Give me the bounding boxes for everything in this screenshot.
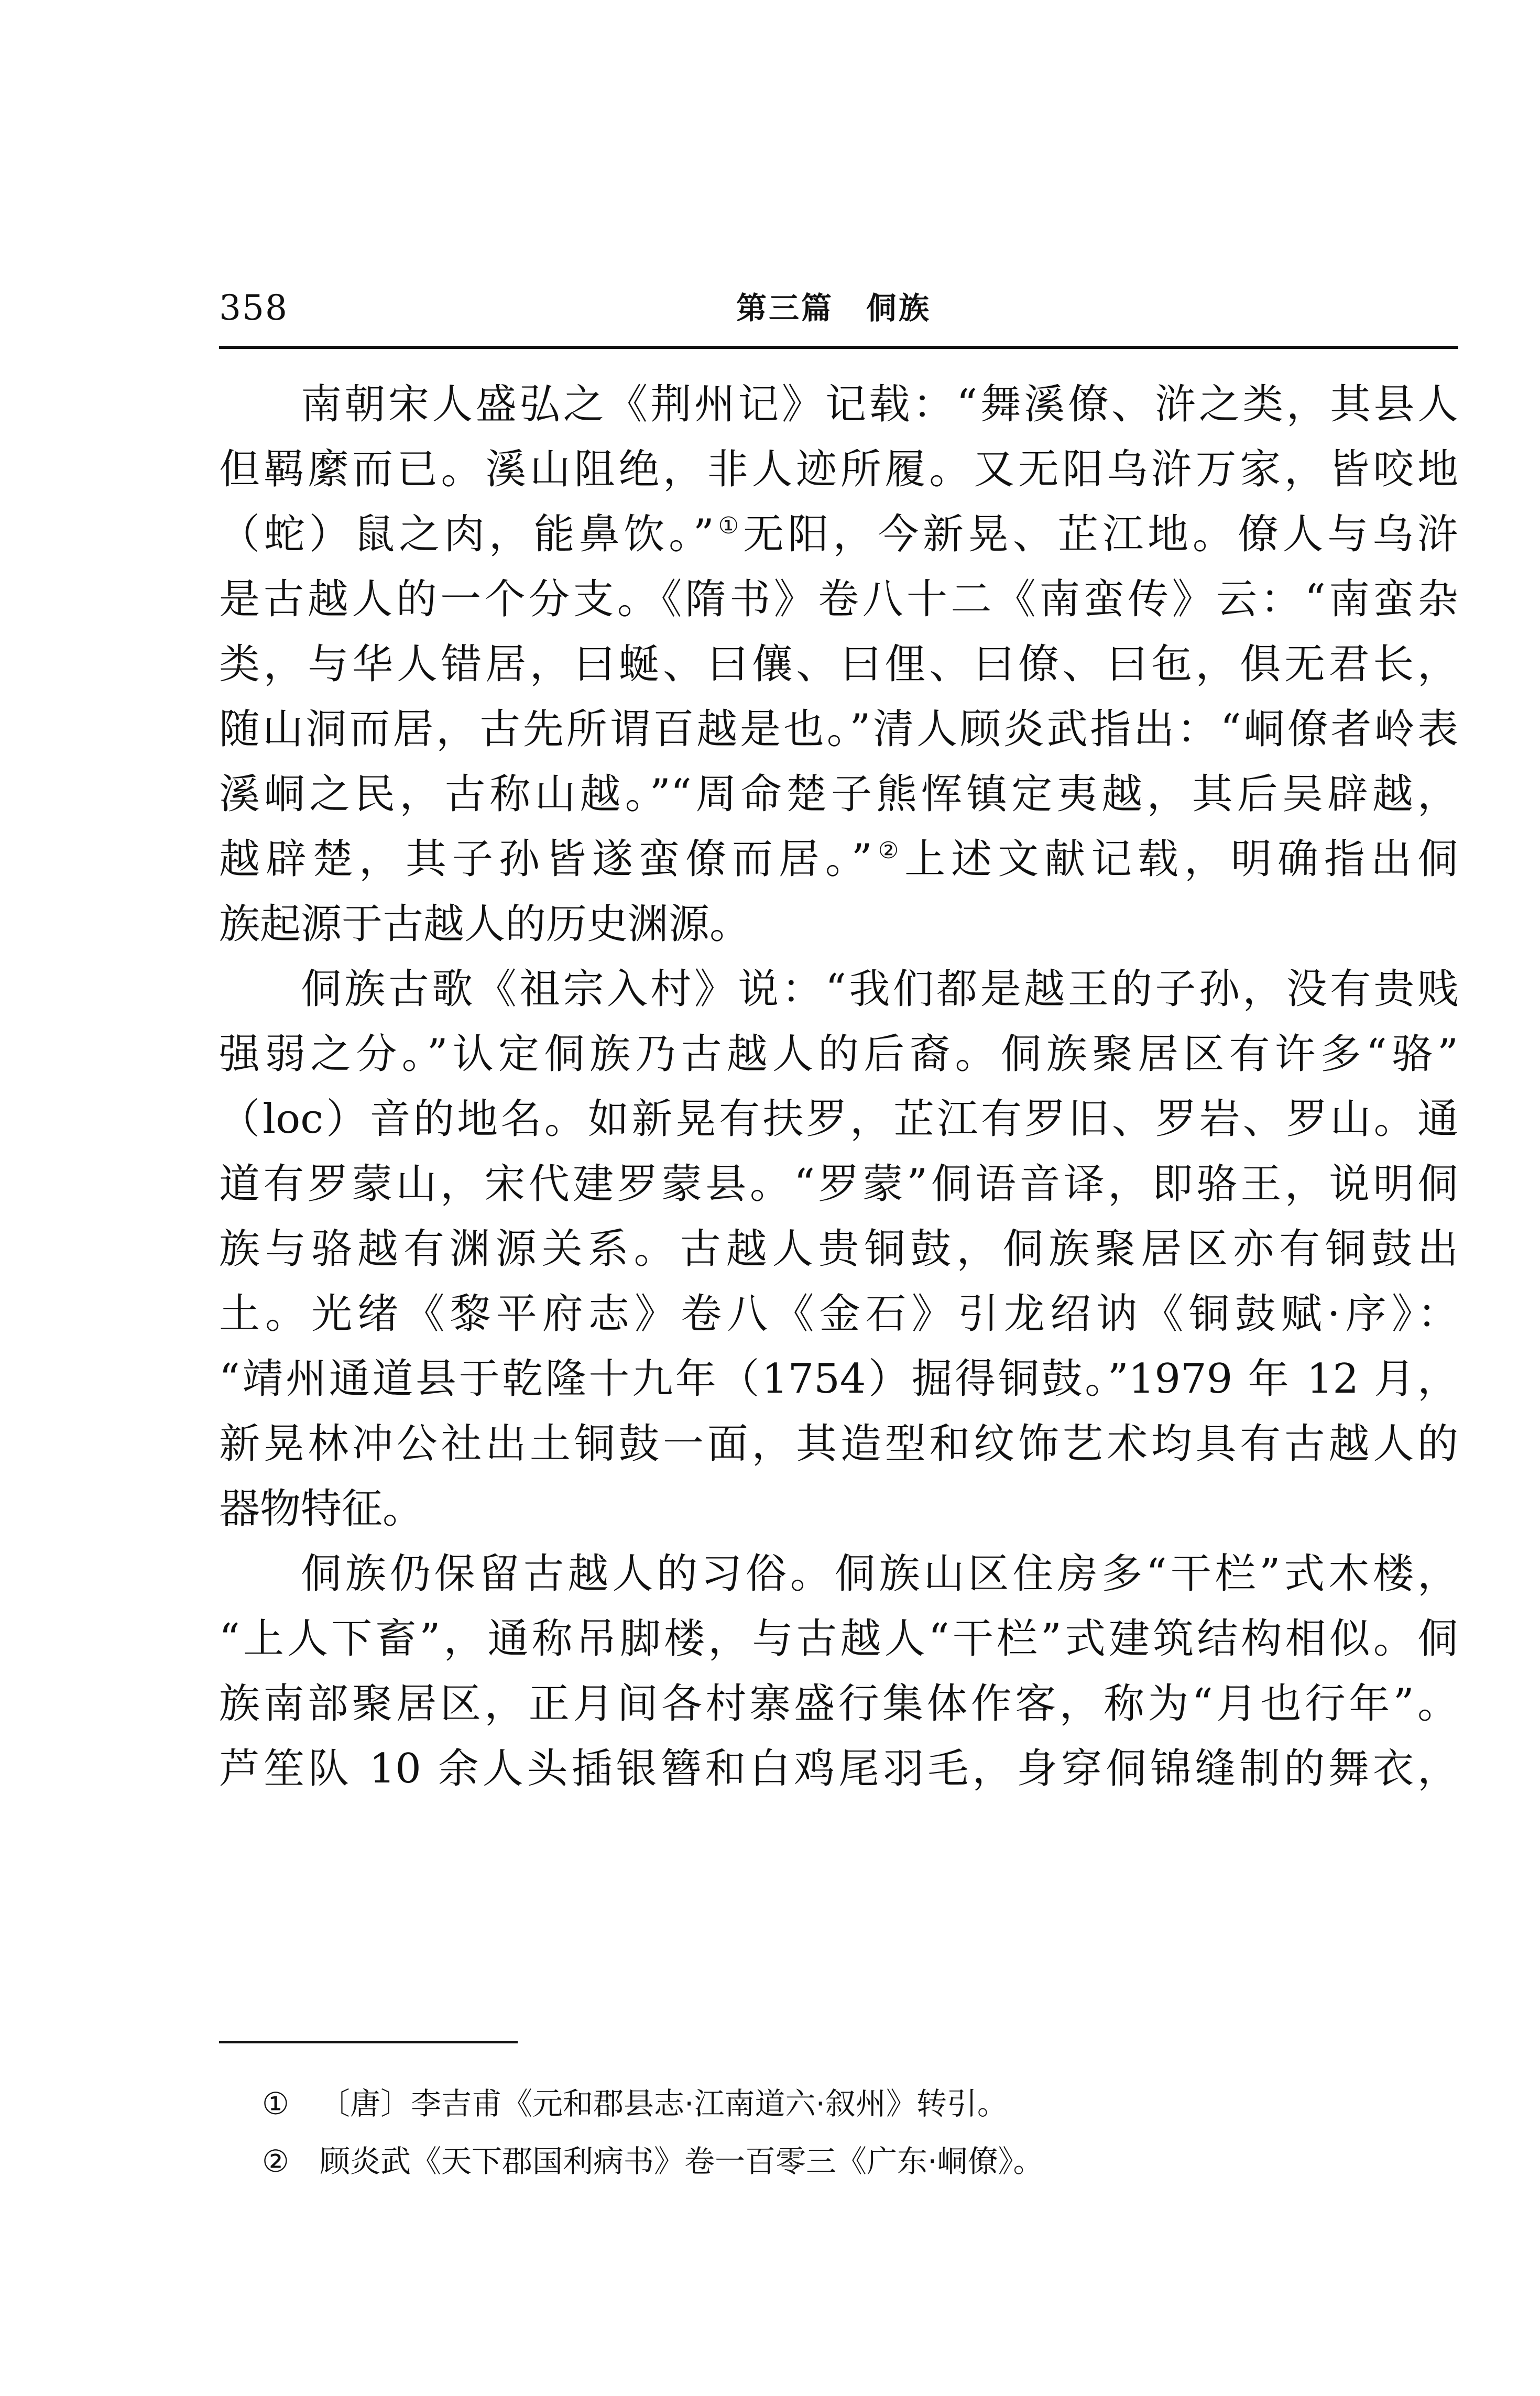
footnote-ref-1[interactable]: ① bbox=[714, 512, 743, 539]
footnote-2 bbox=[262, 2132, 1415, 2190]
text-line: 道有罗蒙山，宋代建罗蒙县。“罗蒙”侗语音译，即骆王，说明侗 bbox=[219, 1161, 1458, 1208]
text-line: 新晃林冲公社出土铜鼓一面，其造型和纹饰艺术均具有古越人的 bbox=[219, 1420, 1458, 1468]
body-text bbox=[219, 372, 1458, 1801]
text-line: 芦笙队 10 余人头插银簪和白鸡尾羽毛，身穿侗锦缝制的舞衣， bbox=[219, 1745, 1458, 1792]
text-segment: 上述文献记载，明确指出侗 bbox=[904, 836, 1458, 883]
text-line: （loc）音的地名。如新晃有扶罗，芷江有罗旧、罗岩、罗山。通 bbox=[219, 1096, 1458, 1143]
text-line: 南朝宋人盛弘之《荆州记》记载：“舞溪僚、浒之类，其县人 bbox=[301, 381, 1458, 428]
footnotes bbox=[262, 2075, 1415, 2190]
text-segment: 越辟楚，其子孙皆遂蛮僚而居。” bbox=[219, 836, 872, 883]
text-line: 溪峒之民，古称山越。”“周命楚子熊恽镇定夷越，其后吴辟越， bbox=[219, 771, 1458, 818]
text-line: “靖州通道县于乾隆十九年（1754）掘得铜鼓。”1979 年 12 月， bbox=[219, 1355, 1458, 1403]
text-line: 随山洞而居，古先所谓百越是也。”清人顾炎武指出：“峒僚者岭表 bbox=[219, 706, 1458, 753]
footnote-mark: ① bbox=[262, 2086, 289, 2121]
footnote-rule bbox=[219, 2041, 518, 2043]
header-rule bbox=[219, 346, 1458, 349]
paragraph-2 bbox=[219, 957, 1458, 1541]
footnote-text: 顾炎武《天下郡国利病书》卷一百零三《广东·峒僚》。 bbox=[320, 2143, 1044, 2179]
text-line: 强弱之分。”认定侗族乃古越人的后裔。侗族聚居区有许多“骆” bbox=[219, 1031, 1458, 1078]
footnote-mark: ② bbox=[262, 2143, 289, 2179]
footnote-1 bbox=[262, 2075, 1415, 2132]
text-line: 侗族古歌《祖宗入村》说：“我们都是越王的子孙，没有贵贱 bbox=[301, 966, 1458, 1013]
text-line: 是古越人的一个分支。《隋书》卷八十二《南蛮传》云：“南蛮杂 bbox=[219, 576, 1458, 623]
footnote-ref-2[interactable]: ② bbox=[872, 837, 905, 864]
text-segment: （蛇）鼠之肉，能鼻饮。” bbox=[219, 511, 714, 558]
text-line bbox=[219, 502, 1458, 567]
text-line: 器物特征。 bbox=[219, 1485, 424, 1533]
text-segment: 无阳，今新晃、芷江地。僚人与乌浒 bbox=[742, 511, 1458, 558]
text-line: 类，与华人错居，曰蜒、曰儴、曰俚、曰僚、曰㐌，俱无君长， bbox=[219, 641, 1458, 688]
text-line: 族与骆越有渊源关系。古越人贵铜鼓，侗族聚居区亦有铜鼓出 bbox=[219, 1226, 1458, 1273]
page-number: 358 bbox=[219, 288, 288, 328]
paragraph-3 bbox=[219, 1541, 1458, 1801]
text-line: “上人下畜”，通称吊脚楼，与古越人“干栏”式建筑结构相似。侗 bbox=[219, 1615, 1458, 1662]
text-line bbox=[219, 827, 1458, 892]
paragraph-1 bbox=[219, 372, 1458, 957]
text-line: 但羁縻而已。溪山阻绝，非人迹所履。又无阳乌浒万家，皆咬地 bbox=[219, 446, 1458, 493]
text-line: 族南部聚居区，正月间各村寨盛行集体作客，称为“月也行年”。 bbox=[219, 1680, 1458, 1727]
footnote-text: 〔唐〕李吉甫《元和郡县志·江南道六·叙州》转引。 bbox=[320, 2086, 1008, 2121]
text-line: 族起源于古越人的历史渊源。 bbox=[219, 901, 751, 948]
text-line: 侗族仍保留古越人的习俗。侗族山区住房多“干栏”式木楼， bbox=[301, 1550, 1458, 1598]
running-head: 第三篇 侗族 bbox=[736, 290, 932, 326]
text-line: 土。光绪《黎平府志》卷八《金石》引龙绍讷《铜鼓赋·序》： bbox=[219, 1290, 1458, 1338]
